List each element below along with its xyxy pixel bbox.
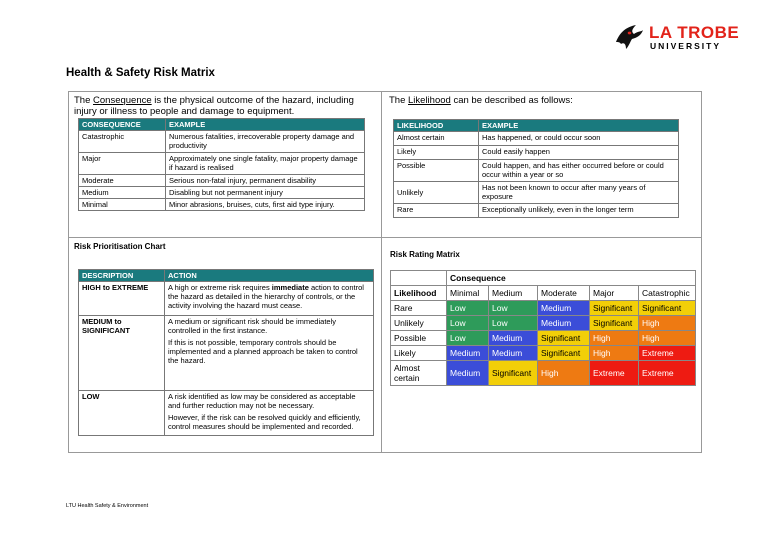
risk-cell: Significant	[639, 301, 696, 316]
consequence-example: Minor abrasions, bruises, cuts, first aid type injury.	[166, 199, 365, 211]
risk-cell: Low	[489, 301, 538, 316]
consequence-column-label: Minimal	[447, 286, 489, 301]
frame-divider-horizontal	[68, 237, 702, 238]
priority-action	[165, 316, 374, 391]
column-header: CONSEQUENCE	[79, 119, 166, 131]
likelihood-level: Possible	[394, 160, 479, 182]
likelihood-example: Has not been known to occur after many years of exposure	[479, 182, 679, 204]
table-header-row	[394, 120, 679, 132]
logo-text-university: UNIVERSITY	[650, 41, 722, 51]
table-row	[394, 132, 679, 146]
column-header: LIKELIHOOD	[394, 120, 479, 132]
likelihood-axis-label: Likelihood	[391, 286, 447, 301]
table-row	[79, 391, 374, 436]
table-row	[79, 131, 365, 153]
risk-cell: High	[590, 346, 639, 361]
la-trobe-logo	[614, 22, 738, 52]
column-header: EXAMPLE	[479, 120, 679, 132]
footer-text: LTU Health Safety & Environment	[66, 503, 149, 509]
table-row	[79, 187, 365, 199]
consequence-column-label: Medium	[489, 286, 538, 301]
risk-cell: Significant	[538, 346, 590, 361]
consequence-term: Consequence	[93, 95, 152, 106]
risk-cell: High	[639, 316, 696, 331]
risk-cell: Significant	[489, 361, 538, 386]
likelihood-intro-suffix: can be described as follows:	[450, 95, 573, 106]
priority-action-text: However, if the risk can be resolved quickly and efficiently, control measures should be implemented and recorded.	[168, 413, 361, 431]
matrix-row	[391, 346, 696, 361]
risk-cell: Low	[447, 331, 489, 346]
risk-cell: Medium	[489, 346, 538, 361]
consequence-intro-suffix: is the physical outcome of the hazard, including injury or illness to people and damage to equipment.	[74, 95, 354, 117]
matrix-corner	[391, 271, 447, 286]
risk-cell: High	[590, 331, 639, 346]
matrix-column-row	[391, 286, 696, 301]
likelihood-row-label: Possible	[391, 331, 447, 346]
table-row	[79, 175, 365, 187]
risk-cell: High	[538, 361, 590, 386]
table-row	[79, 153, 365, 175]
consequence-intro	[74, 95, 374, 117]
risk-cell: Significant	[590, 316, 639, 331]
likelihood-row-label: Likely	[391, 346, 447, 361]
risk-cell: Medium	[447, 346, 489, 361]
risk-cell: Significant	[538, 331, 590, 346]
risk-cell: Medium	[447, 361, 489, 386]
consequence-level: Medium	[79, 187, 166, 199]
rating-matrix-title: Risk Rating Matrix	[390, 250, 460, 259]
table-row	[79, 282, 374, 316]
risk-cell: Extreme	[590, 361, 639, 386]
table-row	[394, 160, 679, 182]
table-row	[394, 204, 679, 218]
frame-divider-vertical	[381, 91, 382, 453]
risk-cell: Low	[447, 316, 489, 331]
priority-label: LOW	[79, 391, 165, 436]
column-header: DESCRIPTION	[79, 270, 165, 282]
risk-cell: Medium	[538, 301, 590, 316]
risk-cell: Medium	[489, 331, 538, 346]
consequence-column-label: Catastrophic	[639, 286, 696, 301]
prioritisation-table	[78, 269, 374, 436]
eagle-icon	[614, 22, 644, 50]
column-header: EXAMPLE	[166, 119, 365, 131]
consequence-table	[78, 118, 365, 211]
consequence-column-label: Major	[590, 286, 639, 301]
matrix-header-row	[391, 271, 696, 286]
likelihood-level: Almost certain	[394, 132, 479, 146]
consequence-intro-prefix: The	[74, 95, 94, 106]
priority-action-text: If this is not possible, temporary controls should be implemented and a planned approach be taken to control the hazard.	[168, 338, 358, 365]
likelihood-level: Rare	[394, 204, 479, 218]
risk-rating-matrix	[390, 270, 696, 386]
consequence-level: Major	[79, 153, 166, 175]
likelihood-table	[393, 119, 679, 218]
likelihood-level: Likely	[394, 146, 479, 160]
consequence-example: Numerous fatalities, irrecoverable property damage and productivity	[166, 131, 365, 153]
consequence-level: Moderate	[79, 175, 166, 187]
table-header-row	[79, 270, 374, 282]
prioritisation-title: Risk Prioritisation Chart	[74, 242, 166, 251]
likelihood-example: Could happen, and has either occurred before or could occur within a year or so	[479, 160, 679, 182]
consequence-column-label: Moderate	[538, 286, 590, 301]
matrix-row	[391, 331, 696, 346]
priority-action-emphasis: immediate	[271, 283, 309, 292]
consequence-level: Minimal	[79, 199, 166, 211]
likelihood-row-label: Unlikely	[391, 316, 447, 331]
consequence-example: Approximately one single fatality, major property damage if hazard is realised	[166, 153, 365, 175]
table-header-row	[79, 119, 365, 131]
risk-cell: Extreme	[639, 346, 696, 361]
logo-text-latrobe: LA TROBE	[649, 23, 740, 42]
likelihood-intro	[389, 95, 689, 106]
risk-cell: Medium	[538, 316, 590, 331]
column-header: ACTION	[165, 270, 374, 282]
risk-cell: Low	[447, 301, 489, 316]
matrix-row	[391, 361, 696, 386]
risk-cell: Significant	[590, 301, 639, 316]
likelihood-intro-prefix: The	[389, 95, 409, 106]
page-title: Health & Safety Risk Matrix	[66, 67, 215, 79]
consequence-level: Catastrophic	[79, 131, 166, 153]
likelihood-row-label: Rare	[391, 301, 447, 316]
priority-action	[165, 282, 374, 316]
risk-cell: High	[639, 331, 696, 346]
priority-action-text: A risk identified as low may be considered as acceptable and further reduction may not be necessary.	[168, 392, 356, 410]
likelihood-example: Exceptionally unlikely, even in the longer term	[479, 204, 679, 218]
consequence-example: Serious non-fatal injury, permanent disability	[166, 175, 365, 187]
matrix-row	[391, 301, 696, 316]
consequence-example: Disabling but not permanent injury	[166, 187, 365, 199]
table-row	[394, 146, 679, 160]
likelihood-example: Could easily happen	[479, 146, 679, 160]
likelihood-level: Unlikely	[394, 182, 479, 204]
priority-action-text: A medium or significant risk should be immediately controlled in the first instance.	[168, 317, 336, 335]
likelihood-example: Has happened, or could occur soon	[479, 132, 679, 146]
risk-cell: Low	[489, 316, 538, 331]
priority-action-text: A high or extreme risk requires	[168, 283, 272, 292]
consequence-axis-label: Consequence	[447, 271, 696, 286]
likelihood-term: Likelihood	[408, 95, 451, 106]
priority-action-text: action to control the hazard as detailed in the hierarchy of controls, or the activity involving the hazard must cease.	[168, 283, 364, 310]
table-row	[394, 182, 679, 204]
risk-cell: Extreme	[639, 361, 696, 386]
table-row	[79, 199, 365, 211]
likelihood-row-label: Almost certain	[391, 361, 447, 386]
priority-label: HIGH to EXTREME	[79, 282, 165, 316]
priority-action	[165, 391, 374, 436]
matrix-row	[391, 316, 696, 331]
priority-label: MEDIUM to SIGNIFICANT	[79, 316, 165, 391]
table-row	[79, 316, 374, 391]
